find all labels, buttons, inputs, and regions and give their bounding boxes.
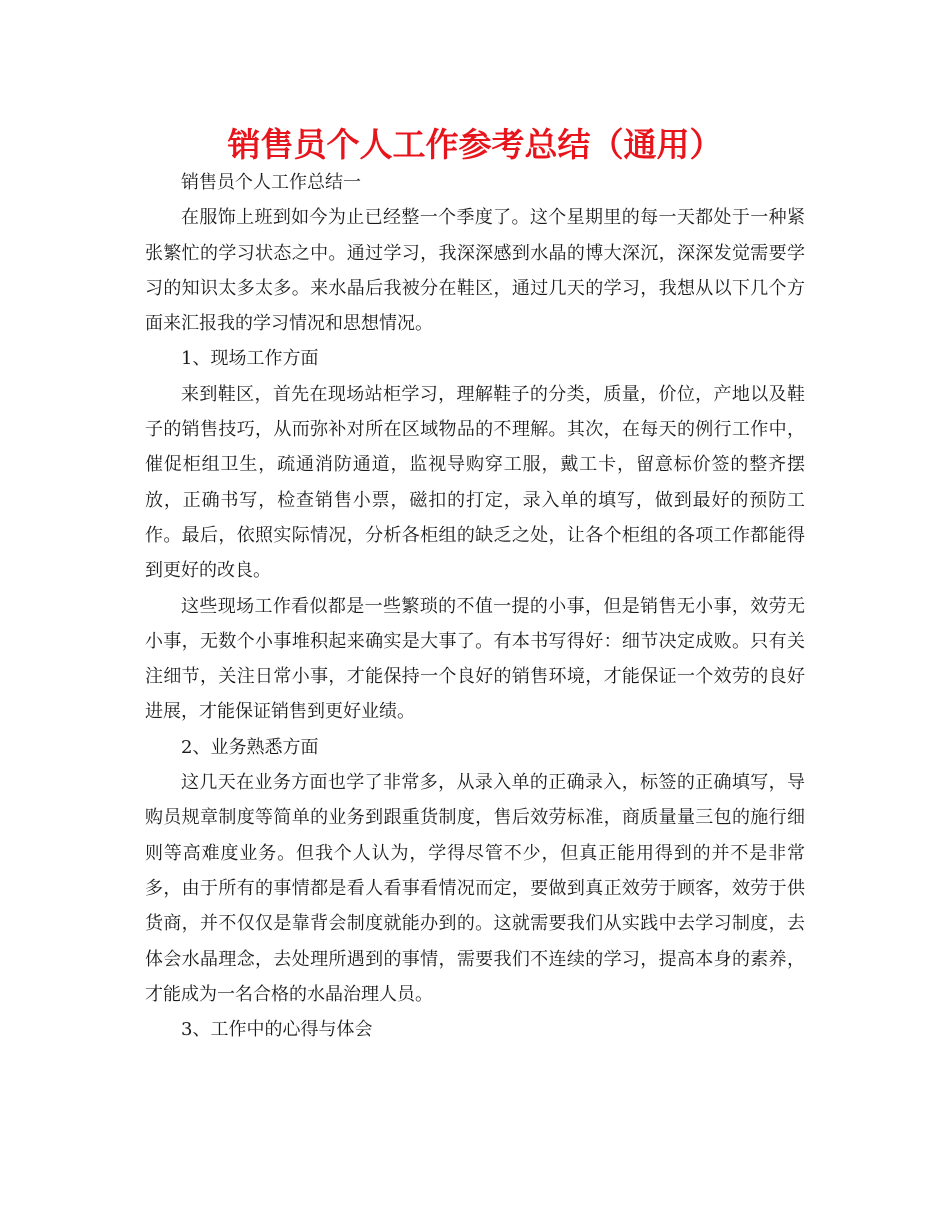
heading-experience: 3、工作中的心得与体会 xyxy=(181,1019,373,1041)
section-subtitle: 销售员个人工作总结一 xyxy=(181,172,361,193)
document-body xyxy=(145,165,805,1047)
paragraph-business: 这几天在业务方面也学了非常多，从录入单的正确录入，标签的正确填写，导购员规章制度等简单的业务到跟重货制度，售后效劳标准，商质量量三包的施行细则等高难度业务。但我个人认为，学得尽管不少，但真正能用得到的并不是非常多，由于所有的事情都是看人看事看情况而定，要做到真正效劳于顾客，效劳于供货商，并不仅仅是靠背会制度就能办到的。这就需要我们从实践中去学习制度，去体会水晶理念，去处理所遇到的事情，需要我们不连续的学习，提高本身的素养，才能成为一名合格的水晶治理人员。 xyxy=(145,772,805,1005)
paragraph-intro: 在服饰上班到如今为止已经整一个季度了。这个星期里的每一天都处于一种紧张繁忙的学习状态之中。通过学习，我深深感到水晶的博大深沉，深深发觉需要学习的知识太多太多。来水晶后我被分在鞋区，通过几天的学习，我想从以下几个方面来汇报我的学习情况和思想情况。 xyxy=(145,207,805,335)
heading-onsite-work: 1、现场工作方面 xyxy=(181,348,319,370)
paragraph-onsite-work: 来到鞋区，首先在现场站柜学习，理解鞋子的分类，质量，价位，产地以及鞋子的销售技巧，从而弥补对所在区域物品的不理解。其次，在每天的例行工作中，催促柜组卫生，疏通消防通道，监视导购穿工服，戴工卡，留意标价签的整齐摆放，正确书写，检查销售小票，磁扣的打定，录入单的填写，做到最好的预防工作。最后，依照实际情况，分析各柜组的缺乏之处，让各个柜组的各项工作都能得到更好的改良。 xyxy=(145,383,805,582)
paragraph-details: 这些现场工作看似都是一些繁琐的不值一提的小事，但是销售无小事，效劳无小事，无数个小事堆积起来确实是大事了。有本书写得好：细节决定成败。只有关注细节，关注日常小事，才能保持一个良好的销售环境，才能保证一个效劳的良好进展，才能保证销售到更好业绩。 xyxy=(145,595,805,723)
heading-business-familiarity: 2、业务熟悉方面 xyxy=(181,736,319,758)
document-title: 销售员个人工作参考总结（通用） xyxy=(227,125,723,164)
